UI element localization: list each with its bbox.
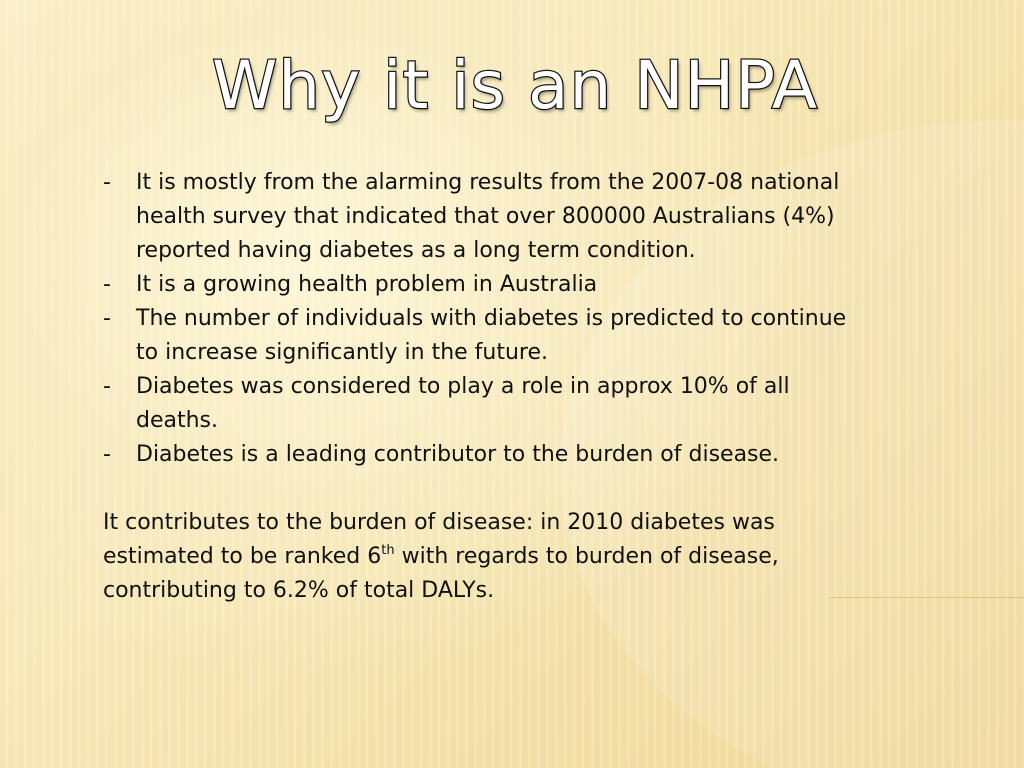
bullet-item <box>103 438 863 472</box>
summary-paragraph <box>103 506 863 608</box>
summary-text-after: with regards to burden of disease, contributing to 6.2% of total DALYs. <box>103 544 779 603</box>
bullet-item <box>103 370 863 438</box>
bullet-text: It is mostly from the alarming results from the 2007-08 national health survey that indicated that over 800000 Australians (4%) reported having diabetes as a long term condition. <box>136 170 840 263</box>
spacer <box>103 472 863 506</box>
bullet-text: Diabetes is a leading contributor to the burden of disease. <box>136 442 780 467</box>
slide-body <box>103 166 863 608</box>
bullet-marker: - <box>103 170 111 195</box>
bullet-text: The number of individuals with diabetes is predicted to continue to increase significantly in the future. <box>136 306 847 365</box>
bullet-text: It is a growing health problem in Australia <box>136 272 598 297</box>
bullet-list <box>103 166 863 472</box>
bullet-marker: - <box>103 442 111 467</box>
bullet-marker: - <box>103 306 111 331</box>
bullet-text: Diabetes was considered to play a role in approx 10% of all deaths. <box>136 374 790 433</box>
slide-title: Why it is an NHPA <box>211 47 818 124</box>
bullet-item <box>103 268 863 302</box>
summary-text-before: It contributes to the burden of disease: in 2010 diabetes was estimated to be ranked 6 <box>103 510 775 569</box>
bullet-marker: - <box>103 272 111 297</box>
ordinal-superscript: th <box>381 543 395 558</box>
bullet-item <box>103 166 863 268</box>
bullet-item <box>103 302 863 370</box>
bullet-marker: - <box>103 374 111 399</box>
